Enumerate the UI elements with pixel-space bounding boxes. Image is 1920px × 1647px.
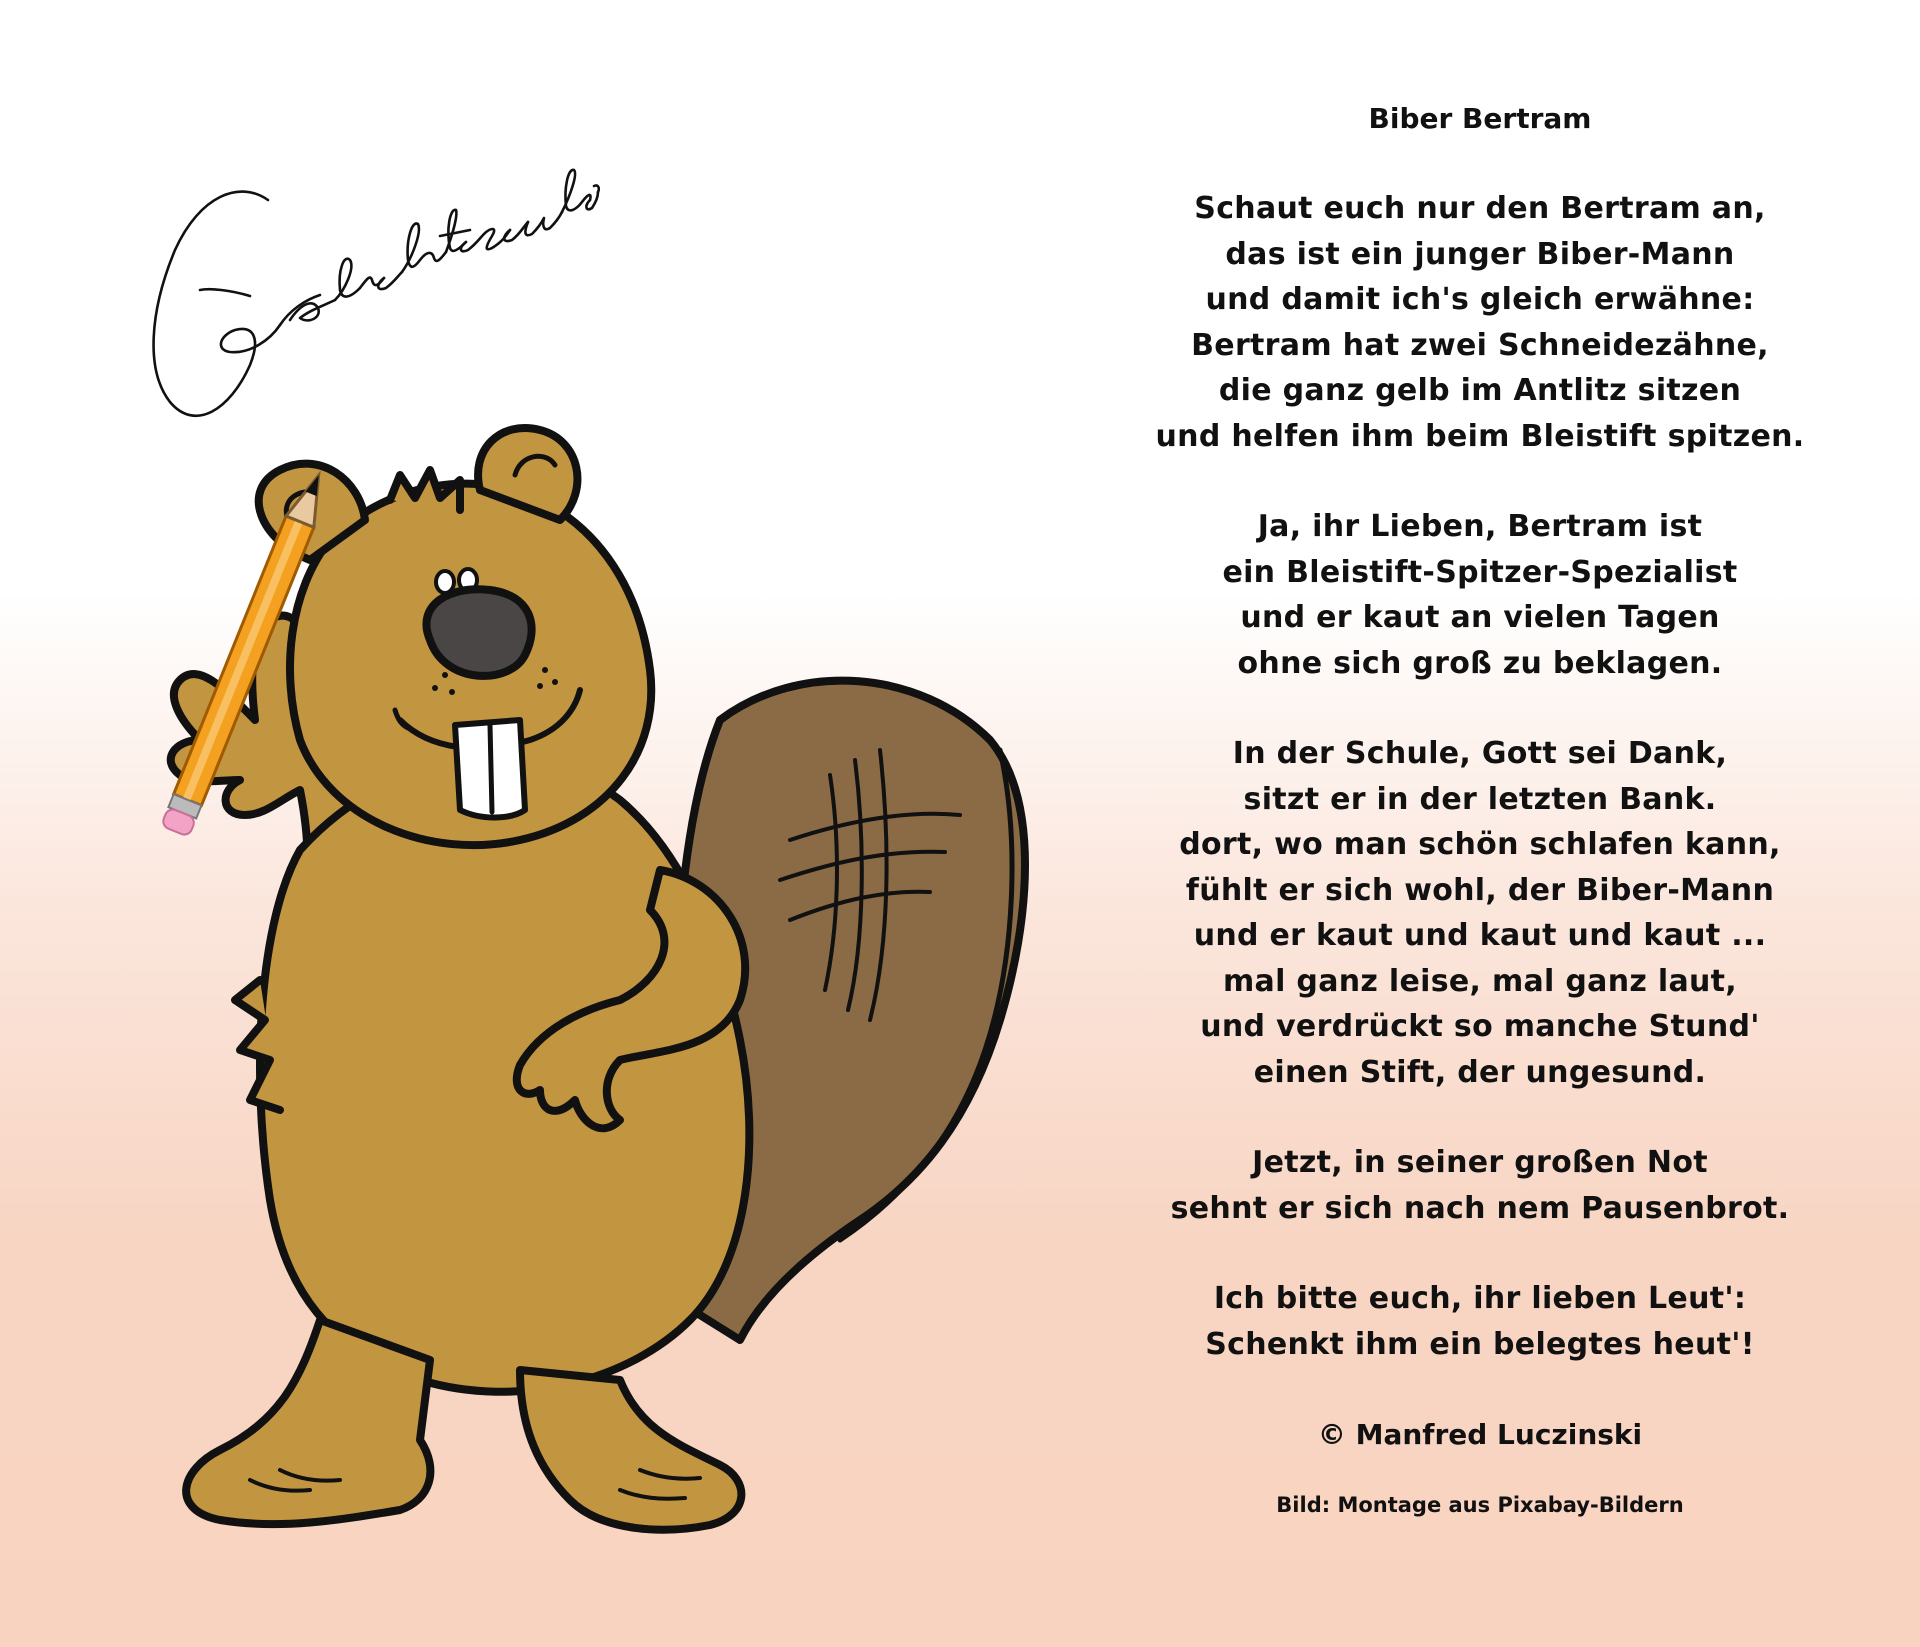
stanza-1 (1130, 186, 1830, 459)
poem-copyright: © Manfred Luczinski (1317, 1418, 1643, 1451)
poem-line: ohne sich groß zu beklagen. (1237, 645, 1723, 681)
poem-line: Schenkt ihm ein belegtes heut'! (1205, 1326, 1755, 1362)
poem-line: Ja, ihr Lieben, Bertram ist (1257, 509, 1703, 544)
stanza-2 (1130, 504, 1830, 686)
beaver-body (260, 760, 749, 1392)
poem-line: und verdrückt so manche Stund' (1200, 1009, 1760, 1044)
poem-line: und er kaut an vielen Tagen (1240, 600, 1720, 635)
beaver-illustration (100, 420, 1140, 1620)
poem-line: und damit ich's gleich erwähne: (1205, 282, 1755, 317)
poem-line: ein Bleistift-Spitzer-Spezialist (1222, 554, 1738, 590)
poem-line: Ich bitte euch, ihr lieben Leut': (1213, 1281, 1747, 1316)
poem-line: In der Schule, Gott sei Dank, (1232, 736, 1728, 771)
poem-line: dort, wo man schön schlafen kann, (1179, 827, 1781, 862)
poem-line: Bertram hat zwei Schneidezähne, (1191, 327, 1769, 363)
stanza-5 (1130, 1276, 1830, 1367)
poem-line: sitzt er in der letzten Bank. (1243, 781, 1717, 817)
image-credit: Bild: Montage aus Pixabay-Bildern (1276, 1493, 1684, 1517)
beaver-left-foot (186, 1320, 430, 1524)
poem-line: einen Stift, der ungesund. (1253, 1054, 1707, 1090)
poem-line: das ist ein junger Biber-Mann (1225, 236, 1735, 272)
poem-line: Jetzt, in seiner großen Not (1252, 1145, 1708, 1180)
poem (1130, 96, 1830, 1521)
poem-line: fühlt er sich wohl, der Biber-Mann (1185, 872, 1775, 908)
beaver-nose (426, 589, 531, 676)
stanza-4 (1130, 1140, 1830, 1231)
beaver-right-foot (520, 1370, 741, 1530)
poem-line: sehnt er sich nach nem Pausenbrot. (1170, 1190, 1790, 1226)
stanza-3 (1130, 731, 1830, 1095)
poem-line: mal ganz leise, mal ganz laut, (1222, 963, 1737, 999)
gedichtezauber-logo (140, 140, 600, 450)
poem-line: und er kaut und kaut und kaut ... (1193, 918, 1767, 953)
poem-line: Schaut euch nur den Bertram an, (1194, 191, 1766, 226)
poem-title: Biber Bertram (1368, 102, 1592, 135)
poem-line: und helfen ihm beim Bleistift spitzen. (1155, 418, 1805, 454)
poem-line: die ganz gelb im Antlitz sitzen (1218, 373, 1742, 408)
